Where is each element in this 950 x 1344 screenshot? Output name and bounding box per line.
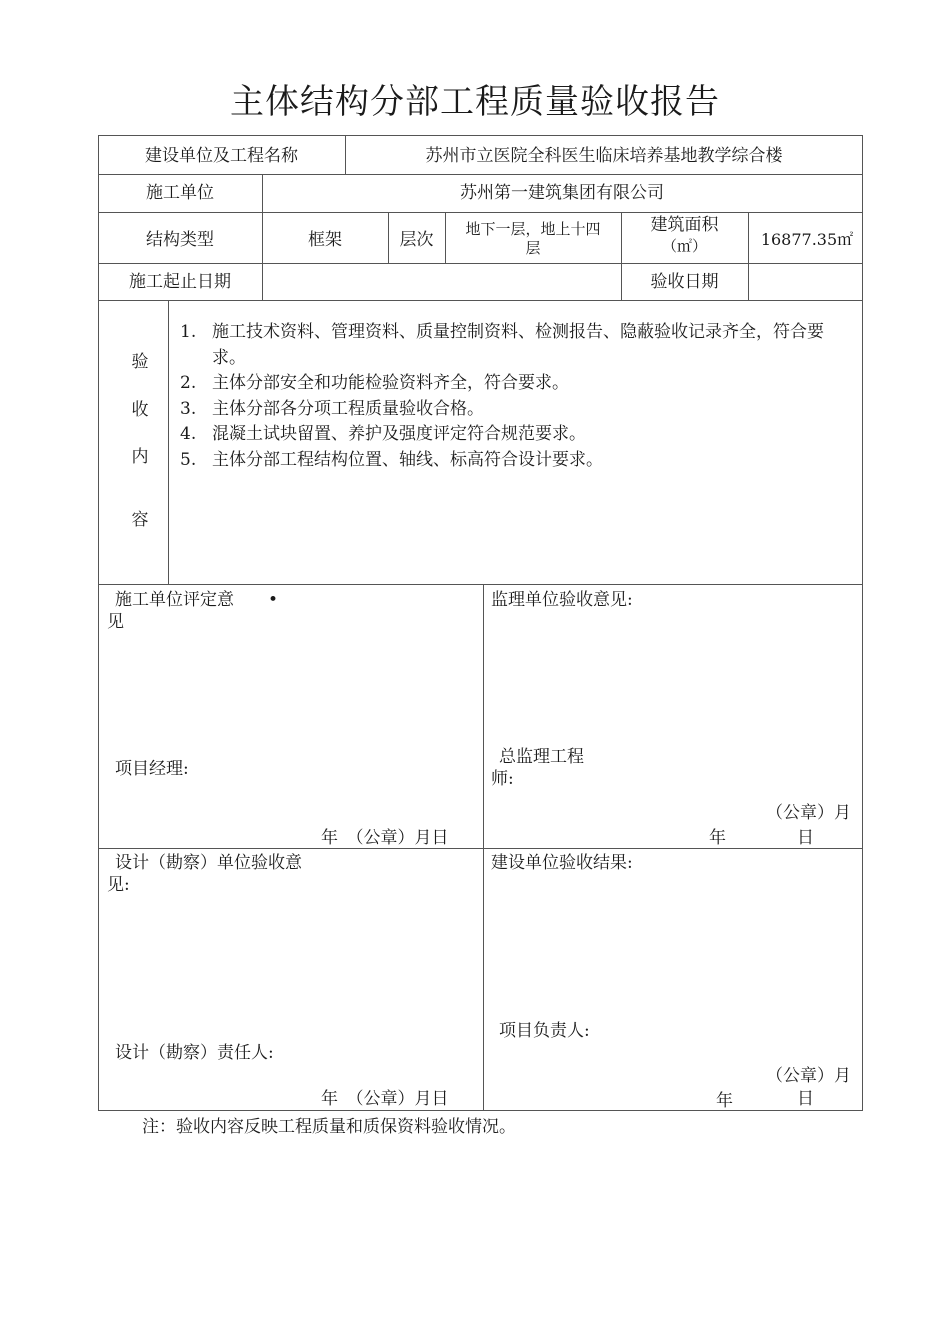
list-item <box>180 422 852 448</box>
floors-value-line2: 层 <box>525 239 541 257</box>
contractor-opinion-title: 施工单位评定意 <box>115 590 234 610</box>
construction-period-label: 施工起止日期 <box>129 272 231 292</box>
content-label-char: 容 <box>131 510 149 530</box>
design-opinion-date: 年 （公章）月日 <box>321 1089 449 1109</box>
chief-supervisor-label-cont: 师: <box>491 769 514 789</box>
acceptance-content-list <box>180 320 852 473</box>
item-text: 施工技术资料、管理资料、质量控制资料、检测报告、隐蔽验收记录齐全，符合要求。 <box>212 322 824 368</box>
owner-day: 日 <box>797 1089 814 1109</box>
owner-seal: （公章）月 <box>766 1066 851 1086</box>
supervisor-seal: （公章）月 <box>766 803 851 823</box>
supervisor-day: 日 <box>797 828 814 848</box>
supervisor-opinion-title: 监理单位验收意见: <box>491 590 633 610</box>
item-number: 2. <box>180 373 197 393</box>
area-label-line1: 建筑面积 <box>650 215 719 235</box>
structure-type-label: 结构类型 <box>146 230 214 250</box>
chief-supervisor-label: 总监理工程 <box>499 747 584 767</box>
owner-result-title: 建设单位验收结果: <box>491 853 633 873</box>
area-value: 16877.35㎡ <box>760 230 854 249</box>
list-item <box>180 320 852 371</box>
owner-year: 年 <box>716 1091 733 1111</box>
design-opinion-title-cont: 见: <box>107 875 130 895</box>
project-leader-label: 项目负责人: <box>499 1021 590 1041</box>
content-label-char: 收 <box>131 400 149 420</box>
acceptance-date-label: 验收日期 <box>650 272 719 292</box>
content-label-char: 验 <box>131 352 149 372</box>
contractor-opinion-title-cont: 见 <box>107 612 124 632</box>
item-number: 3. <box>180 398 197 419</box>
area-label-line2: （㎡） <box>661 237 707 255</box>
supervisor-year: 年 <box>709 828 726 848</box>
structure-type-value: 框架 <box>308 230 342 250</box>
item-number: 4. <box>180 424 197 444</box>
project-name-label: 建设单位及工程名称 <box>145 146 298 166</box>
project-name-value: 苏州市立医院全科医生临床培养基地教学综合楼 <box>425 146 783 166</box>
list-item <box>180 371 852 397</box>
design-responsible-label: 设计（勘察）责任人: <box>115 1043 274 1063</box>
item-text: 主体分部工程结构位置、轴线、标高符合设计要求。 <box>212 449 603 470</box>
footnote: 注：验收内容反映工程质量和质保资料验收情况。 <box>142 1117 516 1137</box>
item-number: 1. <box>180 322 197 342</box>
floors-label: 层次 <box>399 230 434 250</box>
page-title: 主体结构分部工程质量验收报告 <box>230 82 720 122</box>
item-text: 主体分部各分项工程质量验收合格。 <box>212 398 484 419</box>
floors-value-line1: 地下一层，地上十四 <box>465 220 601 238</box>
item-number: 5. <box>180 449 197 470</box>
list-item <box>180 448 852 474</box>
project-manager-signature-label: 项目经理: <box>115 759 189 779</box>
contractor-label: 施工单位 <box>146 183 214 203</box>
contractor-opinion-date: 年 （公章）月日 <box>321 828 449 848</box>
item-text: 混凝土试块留置、养护及强度评定符合规范要求。 <box>212 424 586 444</box>
item-text: 主体分部安全和功能检验资料齐全，符合要求。 <box>212 373 569 393</box>
design-opinion-title: 设计（勘察）单位验收意 <box>115 853 302 873</box>
bullet-dot: • <box>268 590 279 610</box>
content-label-char: 内 <box>131 447 149 467</box>
list-item <box>180 397 852 423</box>
contractor-value: 苏州第一建筑集团有限公司 <box>460 183 664 203</box>
